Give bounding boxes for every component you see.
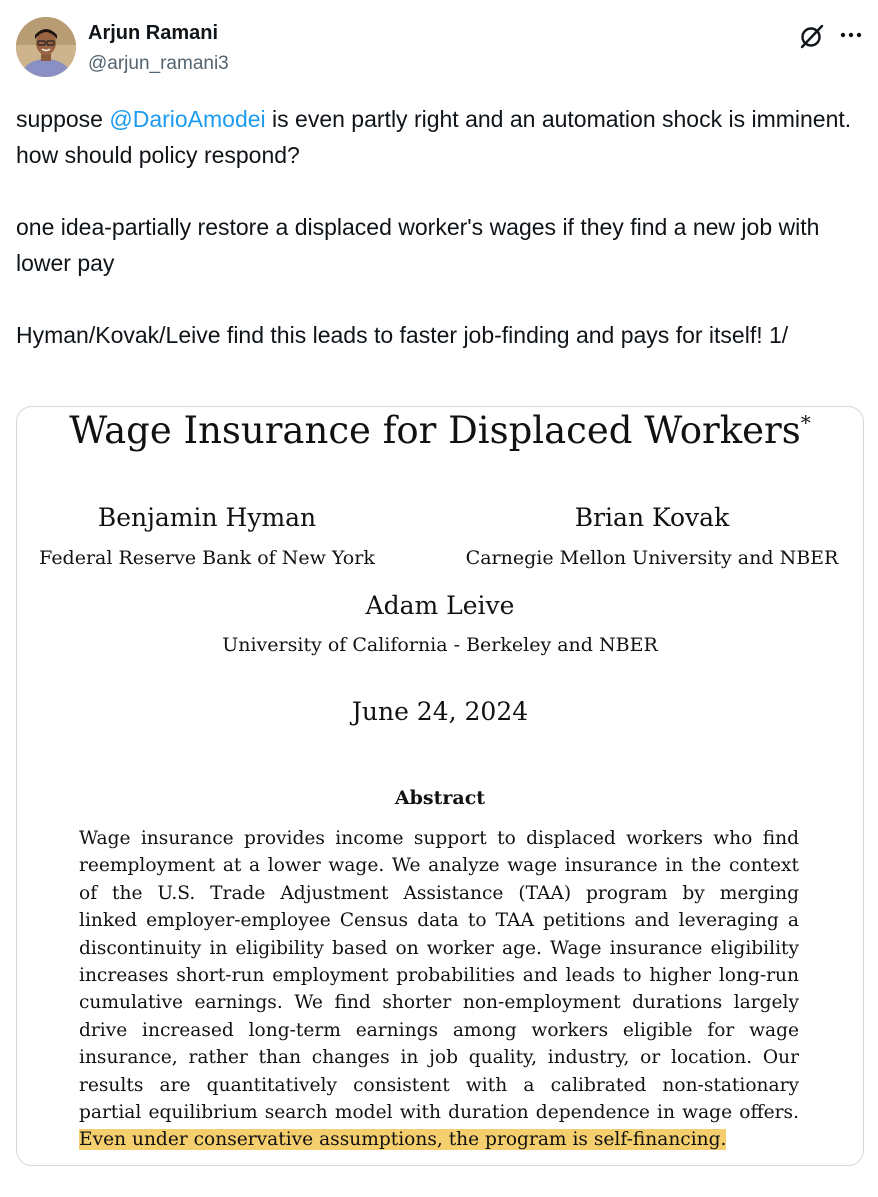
paper-author-affiliation: Carnegie Mellon University and NBER <box>465 547 839 569</box>
grok-icon[interactable] <box>798 22 826 50</box>
abstract-line: cumulative earnings. We find shorter non-employment durations largely <box>79 992 799 1014</box>
paper-author-name: Benjamin Hyman <box>97 503 317 532</box>
abstract-highlighted-sentence: Even under conservative assumptions, the program is self-financing. <box>79 1129 727 1151</box>
abstract-heading: Abstract <box>394 787 486 809</box>
abstract-line: discontinuity in eligibility based on worker age. Wage insurance eligibility <box>79 937 799 959</box>
paper-date: June 24, 2024 <box>351 697 529 726</box>
abstract-line: insurance, rather than changes in job quality, industry, or location. Our <box>79 1047 799 1069</box>
avatar[interactable] <box>16 17 76 77</box>
tweet-paragraph-2: one idea-partially restore a displaced worker's wages if they find a new job with lower pay <box>16 214 820 276</box>
abstract-line: partial equilibrium search model with duration dependence in wage offers. <box>79 1101 799 1123</box>
author-name[interactable]: Arjun Ramani <box>88 22 219 44</box>
abstract-line: reemployment at a lower wage. We analyze wage insurance in the context <box>79 855 799 877</box>
abstract-line: Wage insurance provides income support to displaced workers who find <box>79 828 799 849</box>
paper-author-affiliation: Federal Reserve Bank of New York <box>39 547 375 569</box>
tweet-paragraph-1 <box>16 101 866 173</box>
more-horizontal-icon[interactable] <box>838 22 864 48</box>
abstract-line: of the U.S. Trade Adjustment Assistance (TAA) program by merging <box>79 882 799 904</box>
mention-link[interactable]: @DarioAmodei <box>109 106 266 132</box>
paper-title-footnote-mark: * <box>800 410 811 435</box>
tweet-text <box>16 101 866 353</box>
paper-title <box>17 409 863 452</box>
abstract-body <box>79 825 799 1154</box>
avatar-photo <box>16 17 76 77</box>
abstract-line: increases short-run employment probabilities and leads to higher long-run <box>79 964 799 986</box>
tweet-text-segment: suppose <box>16 106 110 132</box>
abstract-line-highlight-wrap <box>79 1126 799 1153</box>
paper-author-name: Brian Kovak <box>574 503 730 532</box>
attached-paper-image[interactable] <box>16 406 864 1166</box>
abstract-line: linked employer-employee Census data to TAA petitions and leveraging a <box>79 910 799 932</box>
paper-author-affiliation: University of California - Berkeley and NBER <box>222 634 658 656</box>
tweet-paragraph-3: Hyman/Kovak/Leive find this leads to faster job-finding and pays for itself! 1/ <box>16 322 789 348</box>
author-handle[interactable]: @arjun_ramani3 <box>88 53 229 74</box>
tweet-text-segment: is even partly right and an automation shock is imminent. how should policy respond? <box>16 106 852 168</box>
paper-title-text: Wage Insurance for Displaced Workers <box>69 409 801 452</box>
abstract-line: results are quantitatively consistent with a calibrated non-stationary <box>79 1074 799 1096</box>
paper-author-name: Adam Leive <box>365 591 515 620</box>
abstract-line: drive increased long-term earnings among workers eligible for wage <box>79 1019 799 1041</box>
